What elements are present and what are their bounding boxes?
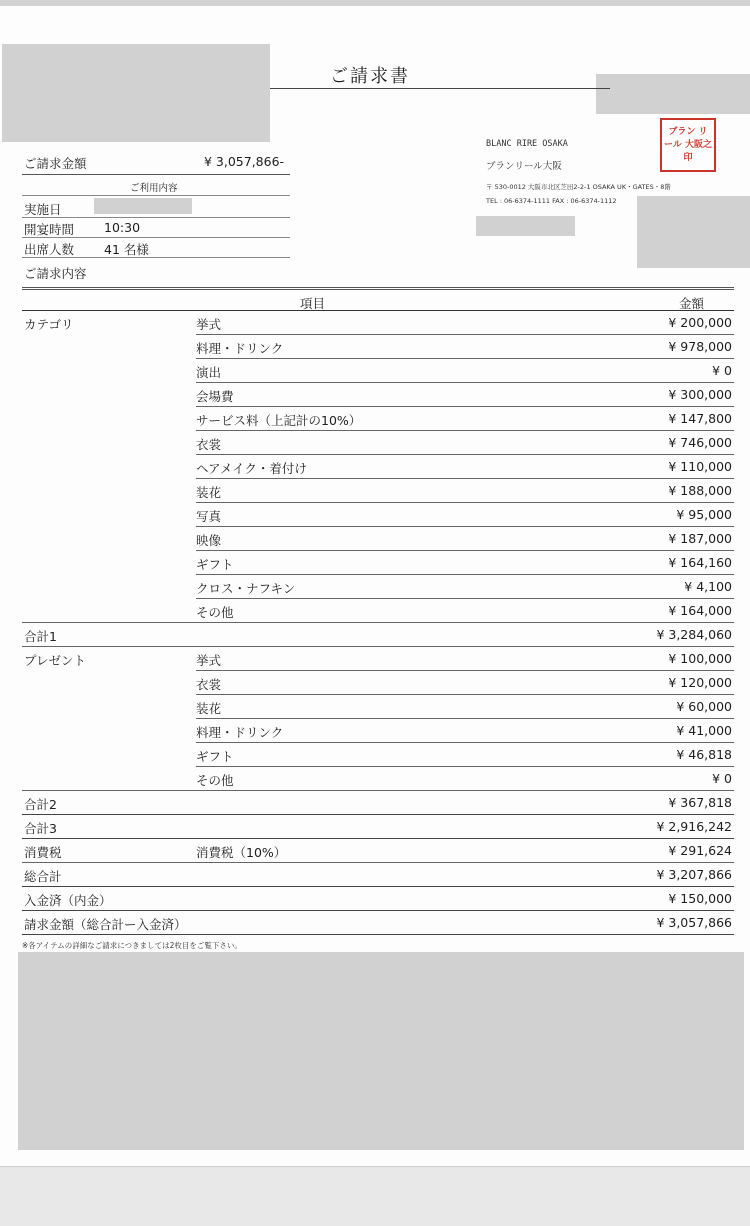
row-amount: ¥ 3,284,060 xyxy=(656,627,732,642)
table-row xyxy=(22,623,734,647)
row-group-label: 合計2 xyxy=(24,797,57,812)
redacted-block-bottom xyxy=(18,952,744,1150)
row-item-label: 演出 xyxy=(196,365,222,380)
table-row xyxy=(22,647,734,671)
header-amount: 金額 xyxy=(678,296,704,311)
redacted-block-company xyxy=(476,216,575,236)
redacted-block-right xyxy=(637,196,750,268)
row-group-label: 入金済（内金） xyxy=(24,893,112,908)
row-amount: ¥ 150,000 xyxy=(668,891,732,906)
row-item-label: 挙式 xyxy=(196,317,222,332)
company-name-jp: ブランリール大阪 xyxy=(486,161,562,172)
table-row xyxy=(22,479,734,503)
table-row xyxy=(22,311,734,335)
attendees-label: 出席人数 xyxy=(24,242,75,257)
start-time-label: 開宴時間 xyxy=(24,222,75,237)
table-header xyxy=(22,292,734,311)
divider xyxy=(22,257,290,258)
row-group-label: 請求金額（総合計ー入金済） xyxy=(24,917,187,932)
row-item-label: ギフト xyxy=(196,557,234,572)
table-row xyxy=(22,791,734,815)
row-item-label: 会場費 xyxy=(196,389,234,404)
table-row xyxy=(22,743,734,767)
row-amount: ¥ 120,000 xyxy=(668,675,732,690)
row-amount: ¥ 291,624 xyxy=(668,843,732,858)
company-address: 〒 530-0012 大阪市北区芝田2-2-1 OSAKA UK・GATES・8階 xyxy=(486,183,671,191)
row-amount: ¥ 46,818 xyxy=(676,747,732,762)
row-amount: ¥ 0 xyxy=(712,363,732,378)
row-amount: ¥ 4,100 xyxy=(684,579,732,594)
table-row xyxy=(22,815,734,839)
table-row xyxy=(22,575,734,599)
row-group-label: 合計3 xyxy=(24,821,57,836)
document-title: ご請求書 xyxy=(330,66,410,87)
footnote: ※各アイテムの詳細なご請求につきましては2枚目をご覧下さい。 xyxy=(22,941,242,950)
table-row xyxy=(22,407,734,431)
table-top-rule xyxy=(22,287,734,290)
table-row xyxy=(22,599,734,623)
row-amount: ¥ 60,000 xyxy=(676,699,732,714)
row-group-label: 合計1 xyxy=(24,629,57,644)
row-rule xyxy=(22,934,734,935)
company-name-en: BLANC RIRE OSAKA xyxy=(486,139,568,149)
table-row xyxy=(22,671,734,695)
divider xyxy=(22,174,290,175)
row-amount: ¥ 164,160 xyxy=(668,555,732,570)
table-row xyxy=(22,887,734,911)
usage-header: ご利用内容 xyxy=(130,183,178,194)
row-group-label: プレゼント xyxy=(24,653,87,668)
row-amount: ¥ 110,000 xyxy=(668,459,732,474)
row-item-label: その他 xyxy=(196,605,234,620)
row-amount: ¥ 164,000 xyxy=(668,603,732,618)
table-row xyxy=(22,695,734,719)
table-row xyxy=(22,863,734,887)
row-amount: ¥ 41,000 xyxy=(676,723,732,738)
redacted-date xyxy=(94,198,192,214)
row-amount: ¥ 188,000 xyxy=(668,483,732,498)
row-group-label: 消費税 xyxy=(24,845,62,860)
invoice-table xyxy=(22,292,734,935)
row-amount: ¥ 367,818 xyxy=(668,795,732,810)
table-row xyxy=(22,839,734,863)
start-time-value: 10:30 xyxy=(104,220,141,235)
table-row xyxy=(22,431,734,455)
attendees-value: 41 名様 xyxy=(104,242,149,257)
billing-amount-label: ご請求金額 xyxy=(24,156,87,171)
table-row xyxy=(22,911,734,935)
row-item-label: 挙式 xyxy=(196,653,222,668)
row-item-label: 消費税（10%） xyxy=(196,845,287,860)
row-item-label: 装花 xyxy=(196,485,222,500)
viewer-bottom-bar xyxy=(0,1166,750,1226)
row-item-label: ヘアメイク・着付け xyxy=(196,461,307,476)
row-amount: ¥ 187,000 xyxy=(668,531,732,546)
row-amount: ¥ 147,800 xyxy=(668,411,732,426)
table-row xyxy=(22,719,734,743)
row-amount: ¥ 2,916,242 xyxy=(656,819,732,834)
company-seal-stamp: ブラン リール 大阪之印 xyxy=(660,118,716,172)
divider xyxy=(22,217,290,218)
row-item-label: 料理・ドリンク xyxy=(196,725,284,740)
billing-contents-label: ご請求内容 xyxy=(24,266,87,281)
table-row xyxy=(22,383,734,407)
row-amount: ¥ 3,057,866 xyxy=(656,915,732,930)
title-underline xyxy=(270,88,610,89)
row-amount: ¥ 200,000 xyxy=(668,315,732,330)
row-item-label: 衣裳 xyxy=(196,677,222,692)
row-item-label: 衣裳 xyxy=(196,437,222,452)
header-item: 項目 xyxy=(300,296,326,311)
invoice-page xyxy=(0,6,750,1166)
row-item-label: その他 xyxy=(196,773,234,788)
row-amount: ¥ 3,207,866 xyxy=(656,867,732,882)
billing-amount-value: ¥ 3,057,866- xyxy=(204,154,285,169)
row-amount: ¥ 978,000 xyxy=(668,339,732,354)
row-item-label: 料理・ドリンク xyxy=(196,341,284,356)
row-amount: ¥ 100,000 xyxy=(668,651,732,666)
row-amount: ¥ 300,000 xyxy=(668,387,732,402)
table-row xyxy=(22,359,734,383)
date-label: 実施日 xyxy=(24,202,62,217)
table-row xyxy=(22,767,734,791)
table-row xyxy=(22,527,734,551)
table-row xyxy=(22,503,734,527)
row-item-label: ギフト xyxy=(196,749,234,764)
row-group-label: 総合計 xyxy=(24,869,62,884)
row-group-label: カテゴリ xyxy=(24,317,74,332)
row-amount: ¥ 0 xyxy=(712,771,732,786)
row-amount: ¥ 95,000 xyxy=(676,507,732,522)
table-row xyxy=(22,455,734,479)
row-item-label: 映像 xyxy=(196,533,222,548)
table-row xyxy=(22,335,734,359)
table-body xyxy=(22,311,734,935)
divider xyxy=(22,195,290,196)
table-row xyxy=(22,551,734,575)
row-item-label: サービス料（上記計の10%） xyxy=(196,413,362,428)
redacted-block-top-left xyxy=(2,44,270,142)
row-item-label: クロス・ナフキン xyxy=(196,581,296,596)
row-item-label: 装花 xyxy=(196,701,222,716)
divider xyxy=(22,237,290,238)
company-tel-fax: TEL : 06-6374-1111 FAX : 06-6374-1112 xyxy=(486,197,617,205)
redacted-block-top-right xyxy=(596,74,750,114)
row-item-label: 写真 xyxy=(196,509,222,524)
row-amount: ¥ 746,000 xyxy=(668,435,732,450)
